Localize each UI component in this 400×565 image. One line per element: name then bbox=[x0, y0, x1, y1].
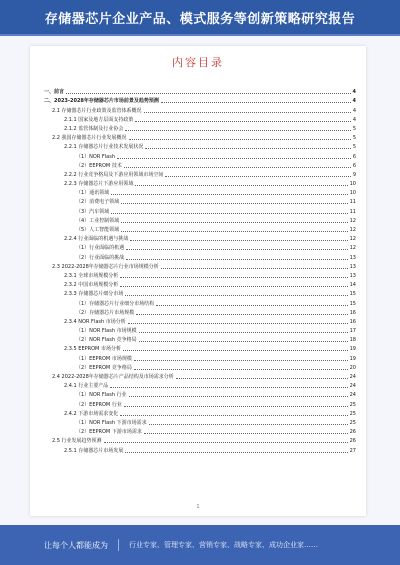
toc-entry-page: 13 bbox=[349, 254, 356, 261]
toc-leader-dots bbox=[111, 213, 347, 214]
toc-entry-page: 16 bbox=[349, 309, 356, 316]
toc-entry-label: 2.4.2 下游市场需求变化 bbox=[64, 410, 119, 417]
toc-entry-label: （1）NOR Flash 下游市场需求 bbox=[76, 419, 147, 426]
toc-entry-label: （2）NOR Flash 竞争格局 bbox=[76, 337, 137, 344]
toc-entry-page: 4 bbox=[352, 116, 356, 123]
document-page bbox=[30, 46, 366, 516]
toc-entry[interactable] bbox=[44, 261, 356, 270]
toc-entry-page: 6 bbox=[352, 153, 356, 160]
toc-entry[interactable] bbox=[44, 389, 356, 398]
toc-entry-label: （1）NOR Flash bbox=[76, 153, 116, 160]
toc-leader-dots bbox=[156, 305, 347, 306]
toc-leader-dots bbox=[126, 249, 347, 250]
toc-entry-label: （2）EEPROM 下游市场需求 bbox=[76, 429, 142, 436]
toc-entry-page: 12 bbox=[349, 236, 356, 243]
toc-entry-label: （1）NOR Flash 行业 bbox=[76, 392, 127, 399]
toc-entry-page: 25 bbox=[349, 401, 356, 408]
toc-entry-page: 25 bbox=[349, 410, 356, 417]
toc-entry[interactable] bbox=[44, 233, 356, 242]
toc-entry-page: 11 bbox=[349, 199, 356, 206]
toc-entry[interactable] bbox=[44, 307, 356, 316]
page-number: 1 bbox=[196, 504, 200, 510]
toc-entry[interactable] bbox=[44, 279, 356, 288]
toc-entry-label: 2.3.2 中国市场规模分析 bbox=[64, 282, 119, 289]
toc-entry-page: 20 bbox=[349, 364, 356, 371]
toc-entry-label: 2.4 2022-2028年存储器芯片产品结构及市场需求分析 bbox=[52, 374, 174, 380]
toc-leader-dots bbox=[134, 369, 348, 370]
toc-entry-label: （1）行业面临的机遇 bbox=[76, 245, 125, 252]
toc-entry-page: 24 bbox=[349, 374, 356, 380]
toc-entry[interactable] bbox=[44, 398, 356, 407]
toc-entry-label: 2.3.1 全球市场规模分析 bbox=[64, 272, 119, 279]
toc-entry-label: 2.2.3 存储器芯片下游应用领域 bbox=[64, 181, 134, 188]
toc-leader-dots bbox=[125, 452, 347, 453]
toc-title: 内容目录 bbox=[172, 56, 224, 69]
toc-entry-label: （4）工业控制领域 bbox=[76, 217, 120, 224]
toc-entry[interactable] bbox=[44, 417, 356, 426]
toc-entry-page: 5 bbox=[352, 125, 356, 132]
toc-leader-dots bbox=[128, 323, 348, 324]
toc-entry-label: 2.5.1 存储器芯片市场发展 bbox=[64, 447, 124, 454]
toc-entry-label: （2）EEPROM 竞争格局 bbox=[76, 364, 132, 371]
toc-entry[interactable] bbox=[44, 150, 356, 159]
toc-entry-label: （2）消费电子领域 bbox=[76, 199, 120, 206]
toc-entry-page: 4 bbox=[352, 89, 356, 96]
toc-entry[interactable] bbox=[44, 224, 356, 233]
toc-leader-dots bbox=[129, 139, 351, 140]
toc-entry-page: 26 bbox=[349, 438, 356, 445]
toc-entry-label: 2.3 2022-2028年存储器芯片行业市场规模分析 bbox=[52, 263, 159, 270]
toc-leader-dots bbox=[161, 102, 351, 103]
toc-entry[interactable] bbox=[44, 325, 356, 334]
toc-entry[interactable] bbox=[44, 343, 356, 352]
toc-entry-label: 2.1.1 国家及地方层面支持政策 bbox=[64, 116, 134, 123]
toc-leader-dots bbox=[130, 240, 347, 241]
toc-entry[interactable] bbox=[44, 160, 356, 169]
toc-entry[interactable] bbox=[44, 380, 356, 389]
toc-leader-dots bbox=[125, 130, 350, 131]
footer-slogan: 让每个人都能成为 bbox=[44, 540, 108, 550]
toc-entry[interactable] bbox=[44, 334, 356, 343]
toc-leader-dots bbox=[161, 268, 348, 269]
toc-leader-dots bbox=[124, 406, 348, 407]
toc-leader-dots bbox=[139, 341, 348, 342]
toc-leader-dots bbox=[120, 415, 347, 416]
toc-entry-page: 25 bbox=[349, 419, 356, 426]
toc-entry[interactable] bbox=[44, 242, 356, 251]
toc-entry-page: 12 bbox=[349, 227, 356, 233]
toc-entry-page: 26 bbox=[349, 429, 356, 436]
toc-entry-label: （2）EEPROM 技术 bbox=[76, 162, 122, 169]
toc-leader-dots bbox=[121, 222, 347, 223]
toc-entry-label: 2.1 存储器芯片行业政策及监管体系概况 bbox=[52, 107, 142, 114]
toc-entry-label: 2.2.2 行业竞争格局及下游应用领域市场空间 bbox=[64, 171, 164, 178]
toc-entry-page: 4 bbox=[352, 107, 356, 114]
toc-entry-page: 14 bbox=[349, 282, 356, 289]
toc-entry-page: 10 bbox=[349, 190, 356, 197]
toc-entry[interactable] bbox=[44, 435, 356, 444]
toc-leader-dots bbox=[135, 121, 350, 122]
header-banner bbox=[0, 0, 400, 36]
toc-entry[interactable] bbox=[44, 196, 356, 205]
toc-leader-dots bbox=[134, 360, 348, 361]
toc-entry[interactable] bbox=[44, 362, 356, 371]
toc-entry-page: 11 bbox=[349, 208, 356, 215]
toc-entry-label: 2.2 我国存储器芯片行业发展概况 bbox=[52, 135, 127, 142]
toc-leader-dots bbox=[110, 387, 347, 388]
toc-entry-label: （2）EEPROM 行业 bbox=[76, 401, 122, 408]
toc-entry-page: 13 bbox=[349, 272, 356, 279]
footer-tagline: 行业专家、管理专家、营销专家、战略专家、成功企业家…… bbox=[129, 541, 318, 549]
toc-entry-label: （1）EEPROM 市场规模 bbox=[76, 355, 132, 362]
toc-entry-page: 15 bbox=[349, 300, 356, 307]
toc-entry[interactable] bbox=[44, 104, 356, 113]
toc-entry[interactable] bbox=[44, 123, 356, 132]
toc-entry[interactable] bbox=[44, 408, 356, 417]
toc-entry-page: 19 bbox=[349, 346, 356, 353]
toc-entry[interactable] bbox=[44, 178, 356, 187]
toc-leader-dots bbox=[126, 259, 347, 260]
toc-entry[interactable] bbox=[44, 132, 356, 141]
toc-leader-dots bbox=[136, 314, 347, 315]
toc-leader-dots bbox=[135, 185, 347, 186]
toc-entry-page: 10 bbox=[349, 181, 356, 188]
toc-leader-dots bbox=[149, 424, 348, 425]
toc-leader-dots bbox=[121, 231, 347, 232]
toc-leader-dots bbox=[111, 194, 347, 195]
toc-entry[interactable] bbox=[44, 251, 356, 260]
toc-leader-dots bbox=[129, 396, 348, 397]
toc-leader-dots bbox=[124, 167, 351, 168]
toc-entry-page: 16 bbox=[349, 318, 356, 325]
toc-entry-label: 2.2.4 行业面临的机遇与挑战 bbox=[64, 236, 129, 243]
toc-entry-label: 一、前言 bbox=[44, 89, 65, 96]
report-title: 存储器芯片企业产品、模式服务等创新策略研究报告 bbox=[44, 11, 356, 27]
toc-entry[interactable] bbox=[44, 288, 356, 297]
toc-entry-page: 15 bbox=[349, 291, 356, 298]
toc-entry[interactable] bbox=[44, 141, 356, 150]
toc-leader-dots bbox=[145, 148, 350, 149]
toc-entry-page: 5 bbox=[352, 144, 356, 151]
toc-entry-label: （3）汽车领域 bbox=[76, 208, 110, 215]
toc-entry-page: 9 bbox=[352, 171, 356, 178]
toc-leader-dots bbox=[125, 295, 347, 296]
toc-entry-label: （1）NOR Flash 市场规模 bbox=[76, 328, 137, 335]
toc-entry-page: 17 bbox=[349, 328, 356, 335]
toc-entry-page: 27 bbox=[349, 447, 356, 454]
toc-entry-label: 2.1.2 监管体制及行业协会 bbox=[64, 125, 124, 132]
toc-entry[interactable] bbox=[44, 169, 356, 178]
table-of-contents bbox=[44, 86, 356, 454]
toc-entry-page: 6 bbox=[352, 162, 356, 169]
toc-leader-dots bbox=[121, 203, 347, 204]
toc-leader-dots bbox=[120, 277, 347, 278]
toc-leader-dots bbox=[139, 332, 348, 333]
toc-entry[interactable] bbox=[44, 371, 356, 380]
toc-entry[interactable] bbox=[44, 270, 356, 279]
toc-entry-page: 12 bbox=[349, 245, 356, 252]
toc-entry[interactable] bbox=[44, 205, 356, 214]
toc-entry-page: 24 bbox=[349, 392, 356, 399]
toc-entry[interactable] bbox=[44, 426, 356, 435]
toc-entry[interactable] bbox=[44, 352, 356, 361]
toc-entry-label: 二、2023-2028年存储器芯片市场前景及趋势预测 bbox=[44, 98, 159, 105]
footer-banner bbox=[0, 525, 400, 565]
toc-entry-page: 18 bbox=[349, 337, 356, 344]
toc-entry[interactable] bbox=[44, 86, 356, 95]
toc-leader-dots bbox=[104, 442, 348, 443]
toc-entry-page: 13 bbox=[349, 263, 356, 270]
toc-leader-dots bbox=[165, 176, 350, 177]
toc-entry-label: 2.4.1 行业主要产品 bbox=[64, 383, 109, 390]
toc-entry-label: 2.3.5 EEPROM 市场分析 bbox=[64, 346, 121, 353]
toc-entry-label: （2）行业面临的挑战 bbox=[76, 254, 125, 261]
toc-entry-page: 12 bbox=[349, 217, 356, 224]
toc-entry[interactable] bbox=[44, 297, 356, 306]
toc-leader-dots bbox=[144, 112, 351, 113]
toc-entry[interactable] bbox=[44, 187, 356, 196]
toc-entry-label: 2.5 行业发展趋势预测 bbox=[52, 438, 102, 445]
toc-leader-dots bbox=[176, 378, 348, 379]
toc-entry-label: （1）通讯领域 bbox=[76, 190, 110, 197]
toc-entry-page: 4 bbox=[352, 98, 356, 105]
toc-entry-page: 19 bbox=[349, 355, 356, 362]
toc-entry-label: （5）人工智能领域 bbox=[76, 227, 120, 233]
toc-entry-label: 2.3.3 存储器芯片细分市场 bbox=[64, 291, 124, 298]
footer-divider bbox=[118, 539, 119, 551]
toc-entry[interactable] bbox=[44, 316, 356, 325]
toc-entry-label: （1）存储器芯片行业细分市场结构 bbox=[76, 300, 155, 307]
toc-leader-dots bbox=[123, 350, 348, 351]
toc-leader-dots bbox=[66, 93, 351, 94]
toc-entry-page: 5 bbox=[352, 135, 356, 142]
toc-entry[interactable] bbox=[44, 95, 356, 104]
toc-leader-dots bbox=[117, 158, 351, 159]
toc-entry[interactable] bbox=[44, 114, 356, 123]
toc-leader-dots bbox=[144, 433, 348, 434]
toc-entry-page: 24 bbox=[349, 383, 356, 390]
toc-entry-label: 2.2.1 存储器芯片行业技术发展状况 bbox=[64, 144, 144, 151]
toc-entry-label: （2）存储器芯片市场规模 bbox=[76, 309, 135, 316]
toc-entry-label: 2.3.4 NOR Flash 市场分析 bbox=[64, 318, 126, 325]
toc-leader-dots bbox=[120, 286, 347, 287]
toc-entry[interactable] bbox=[44, 215, 356, 224]
toc-entry[interactable] bbox=[44, 444, 356, 453]
